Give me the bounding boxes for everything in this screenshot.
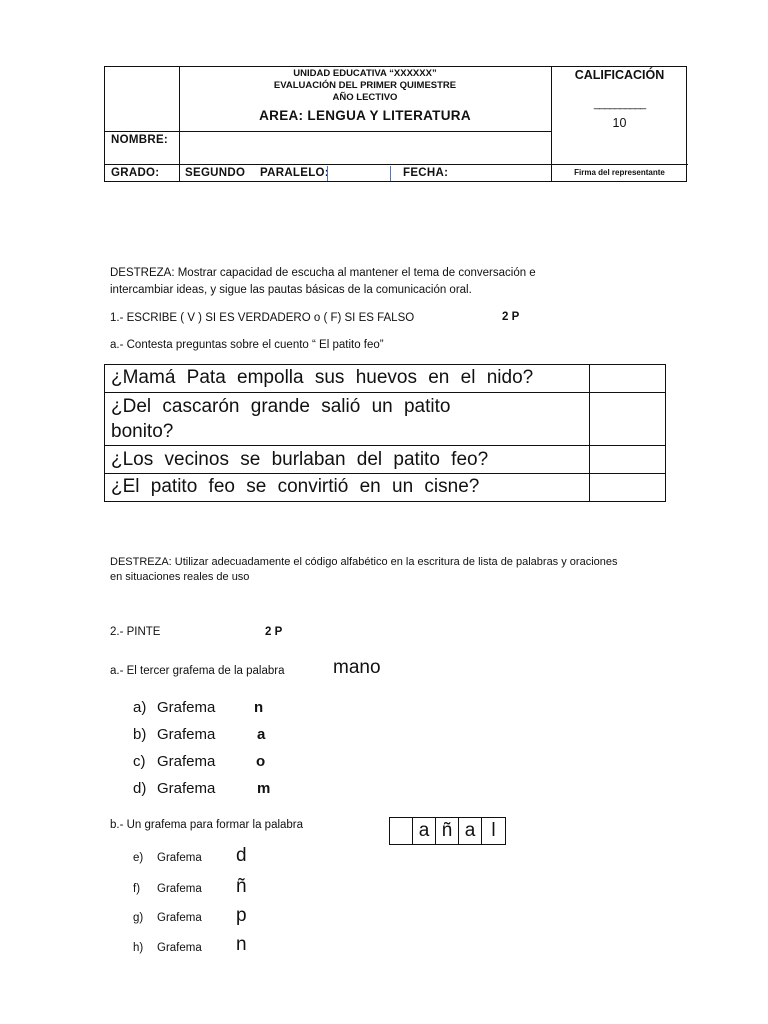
option-letter: d) (133, 780, 147, 797)
question-2-instruction: 2.- PINTE (110, 626, 161, 638)
fecha-label: FECHA: (403, 167, 449, 179)
option-glyph[interactable]: m (257, 780, 271, 797)
page-title: AREA: LENGUA Y LITERATURA (259, 108, 471, 123)
part-b-prompt: b.- Un grafema para formar la palabra (110, 819, 304, 831)
word-boxes (389, 817, 506, 845)
skill-text-1: DESTREZA: Mostrar capacidad de escucha al mantener el tema de conversación e (110, 267, 536, 279)
paralelo-label: PARALELO: (260, 167, 329, 179)
paralelo-field[interactable] (327, 166, 391, 181)
option-label[interactable]: Grafema (157, 726, 216, 743)
option-glyph[interactable]: n (254, 699, 264, 716)
fecha-field[interactable] (455, 166, 549, 181)
question-1-instruction: 1.- ESCRIBE ( V ) SI ES VERDADERO o ( F) SI ES FALSO (110, 312, 415, 324)
option-label[interactable]: Grafema (157, 780, 216, 797)
skill-text-4: en situaciones reales de uso (110, 571, 250, 583)
option-glyph[interactable]: a (257, 726, 266, 743)
grado-label: GRADO: (111, 167, 160, 179)
option-letter: h) (133, 942, 144, 954)
header-table (104, 66, 687, 182)
option-label[interactable]: Grafema (157, 942, 202, 954)
part-a-prompt: a.- El tercer grafema de la palabra (110, 665, 285, 677)
question-text: ¿Del cascarón grande salió un patito (111, 396, 451, 417)
school-name: UNIDAD EDUCATIVA “XXXXXX” (293, 68, 437, 79)
question-1-subinstruction: a.- Contesta preguntas sobre el cuento “ El patito feo” (110, 339, 384, 351)
option-label[interactable]: Grafema (157, 883, 202, 895)
word-cell: a (413, 818, 436, 844)
option-glyph[interactable]: o (256, 753, 266, 770)
skill-text-3: DESTREZA: Utilizar adecuadamente el código alfabético en la escritura de lista de palabras y oraciones (110, 556, 618, 568)
option-glyph[interactable]: ñ (236, 876, 247, 897)
divider (105, 445, 665, 446)
question-text: bonito? (111, 421, 174, 442)
name-label: NOMBRE: (111, 134, 169, 146)
option-glyph[interactable]: d (236, 845, 247, 866)
option-label[interactable]: Grafema (157, 753, 216, 770)
grade-value: 10 (612, 116, 627, 130)
option-label[interactable]: Grafema (157, 852, 202, 864)
signature-label: Firma del representante (574, 168, 665, 177)
option-glyph[interactable]: n (236, 934, 247, 955)
word-cell: a (459, 818, 482, 844)
option-label[interactable]: Grafema (157, 912, 202, 924)
skill-text-2: intercambiar ideas, y sigue las pautas básicas de la comunicación oral. (110, 284, 472, 296)
divider (589, 365, 590, 501)
option-letter: g) (133, 912, 144, 924)
school-year: AÑO LECTIVO (332, 92, 398, 103)
grade-label: CALIFICACIÓN (574, 68, 665, 82)
grado-value: SEGUNDO (185, 167, 246, 179)
divider (105, 392, 665, 393)
question-1-points: 2 P (502, 311, 520, 323)
option-label[interactable]: Grafema (157, 699, 216, 716)
answer-cell[interactable] (591, 447, 665, 472)
question-text: ¿Mamá Pata empolla sus huevos en el nido? (111, 367, 534, 388)
option-letter: a) (133, 699, 147, 716)
option-letter: c) (133, 753, 146, 770)
name-field[interactable] (181, 133, 549, 163)
question-text: ¿Los vecinos se burlaban del patito feo? (111, 449, 489, 470)
word-cell: ñ (436, 818, 459, 844)
part-a-word: mano (333, 657, 381, 678)
true-false-table (104, 364, 666, 502)
divider (105, 473, 665, 474)
word-cell-blank[interactable] (390, 818, 413, 844)
question-2-points: 2 P (265, 626, 283, 638)
answer-cell[interactable] (591, 394, 665, 444)
option-letter: f) (133, 883, 141, 895)
answer-cell[interactable] (591, 366, 665, 391)
answer-cell[interactable] (591, 475, 665, 501)
divider (105, 164, 688, 165)
option-glyph[interactable]: p (236, 905, 247, 926)
option-letter: b) (133, 726, 147, 743)
grade-line: __________ (593, 98, 646, 110)
evaluation-title: EVALUACIÓN DEL PRIMER QUIMESTRE (273, 80, 457, 91)
question-text: ¿El patito feo se convirtió en un cisne? (111, 476, 480, 497)
option-letter: e) (133, 852, 144, 864)
word-cell: l (491, 820, 496, 841)
divider (105, 131, 551, 132)
